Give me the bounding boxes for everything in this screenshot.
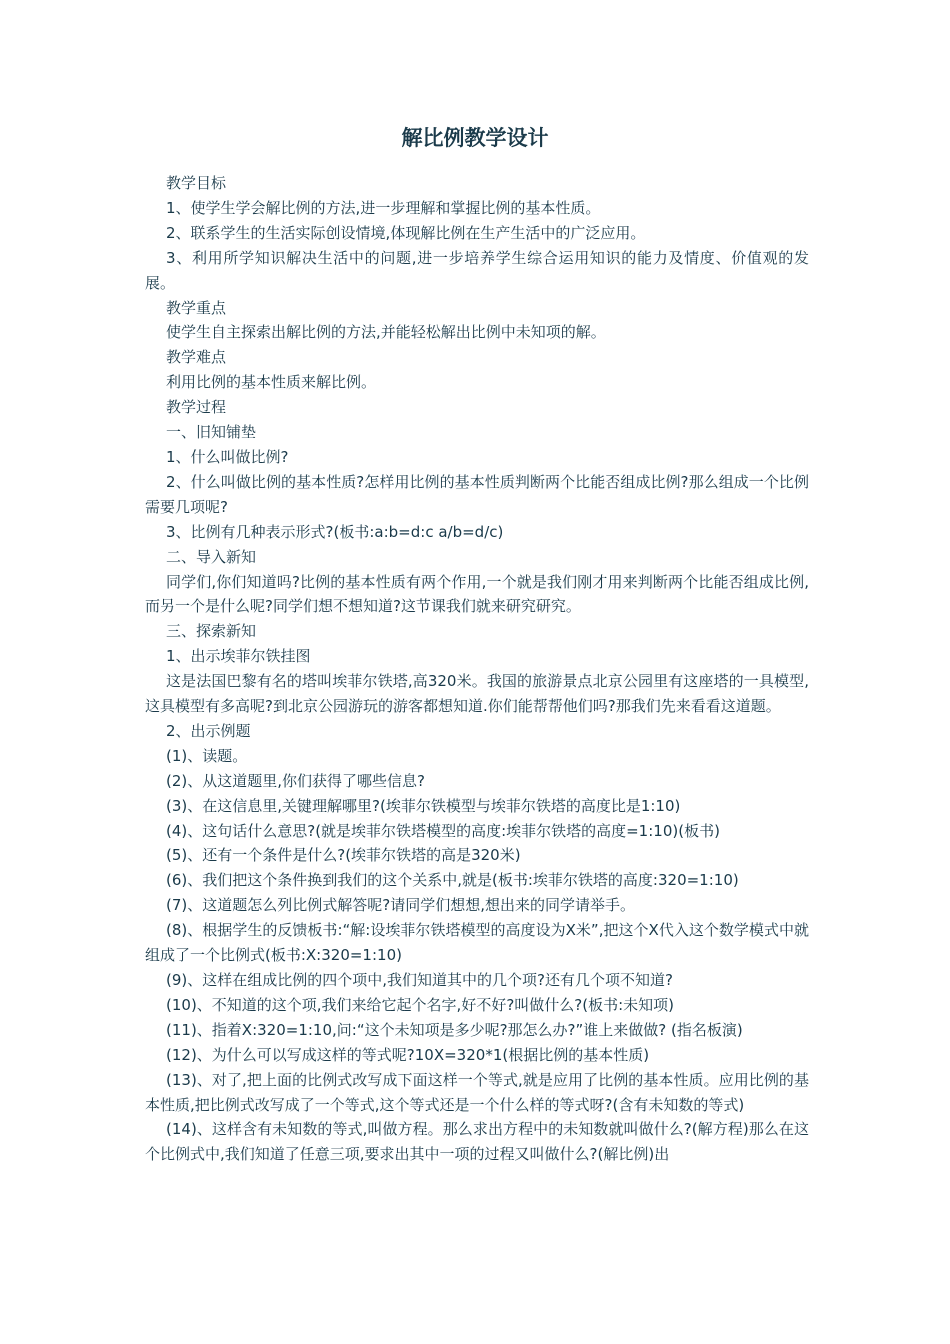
paragraph: 1、使学生学会解比例的方法,进一步理解和掌握比例的基本性质。 <box>166 198 601 217</box>
paragraph: 利用比例的基本性质来解比例。 <box>166 373 377 392</box>
paragraph: 教学过程 <box>166 398 227 417</box>
document-body <box>145 171 809 1167</box>
paragraph: (2)、从这道题里,你们获得了哪些信息? <box>166 771 425 790</box>
paragraph: 1、出示埃菲尔铁挂图 <box>166 647 311 666</box>
paragraph: (1)、读题。 <box>166 746 248 765</box>
paragraph: 1、什么叫做比例? <box>166 447 289 466</box>
paragraph: 3、比例有几种表示形式?(板书:a:b=d:c a/b=d/c) <box>166 522 504 541</box>
paragraph: (8)、根据学生的反馈板书:“解:设埃菲尔铁塔模型的高度设为X米”,把这个X代入这个数学模式中就组成了一个比例式(板书:X:320=1:10) <box>145 921 809 965</box>
paragraph: (6)、我们把这个条件换到我们的这个关系中,就是(板书:埃菲尔铁塔的高度:320=1:10) <box>166 871 739 890</box>
paragraph: (9)、这样在组成比例的四个项中,我们知道其中的几个项?还有几个项不知道? <box>166 971 673 989</box>
paragraph: (7)、这道题怎么列比例式解答呢?请同学们想想,想出来的同学请举手。 <box>166 896 635 915</box>
paragraph: (12)、为什么可以写成这样的等式呢?10X=320*1(根据比例的基本性质) <box>166 1045 650 1064</box>
paragraph: 这是法国巴黎有名的塔叫埃菲尔铁塔,高320米。我国的旅游景点北京公园里有这座塔的一具模型,这具模型有多高呢?到北京公园游玩的游客都想知道.你们能帮帮他们吗?那我们先来看看这道题。 <box>145 672 809 716</box>
paragraph: 3、利用所学知识解决生活中的问题,进一步培养学生综合运用知识的能力及情度、价值观的发展。 <box>145 248 809 292</box>
paragraph: 一、旧知铺垫 <box>166 423 257 442</box>
document-title: 解比例教学设计 <box>401 126 549 150</box>
paragraph: (13)、对了,把上面的比例式改写成下面这样一个等式,就是应用了比例的基本性质。应用比例的基本性质,把比例式改写成了一个等式,这个等式还是一个什么样的等式呀?(含有未知数的等式) <box>145 1070 809 1114</box>
paragraph: (5)、还有一个条件是什么?(埃菲尔铁塔的高是320米) <box>166 846 521 865</box>
paragraph: (10)、不知道的这个项,我们来给它起个名字,好不好?叫做什么?(板书:未知项) <box>166 995 675 1014</box>
paragraph: 教学难点 <box>166 348 227 367</box>
paragraph: 教学目标 <box>166 174 227 192</box>
paragraph: 使学生自主探索出解比例的方法,并能轻松解出比例中未知项的解。 <box>166 323 606 342</box>
paragraph: 教学重点 <box>166 298 227 317</box>
paragraph: (4)、这句话什么意思?(就是埃菲尔铁塔模型的高度:埃菲尔铁塔的高度=1:10)(板书) <box>166 821 720 840</box>
paragraph: 2、联系学生的生活实际创设情境,体现解比例在生产生活中的广泛应用。 <box>166 223 646 242</box>
paragraph: (14)、这样含有未知数的等式,叫做方程。那么求出方程中的未知数就叫做什么?(解方程)那么在这个比例式中,我们知道了任意三项,要求出其中一项的过程又叫做什么?(解比例)出 <box>145 1120 809 1164</box>
paragraph: (11)、指着X:320=1:10,问:“这个未知项是多少呢?那怎么办?”谁上来做做? (指名板演) <box>166 1020 743 1039</box>
paragraph: 2、什么叫做比例的基本性质?怎样用比例的基本性质判断两个比能否组成比例?那么组成一个比例需要几项呢? <box>145 472 809 516</box>
paragraph: 二、导入新知 <box>166 547 257 566</box>
paragraph: 三、探索新知 <box>166 622 257 641</box>
paragraph: 2、出示例题 <box>166 721 251 740</box>
paragraph: (3)、在这信息里,关键理解哪里?(埃菲尔铁模型与埃菲尔铁塔的高度比是1:10) <box>166 796 681 815</box>
paragraph: 同学们,你们知道吗?比例的基本性质有两个作用,一个就是我们刚才用来判断两个比能否组成比例,而另一个是什么呢?同学们想不想知道?这节课我们就来研究研究。 <box>145 572 809 616</box>
